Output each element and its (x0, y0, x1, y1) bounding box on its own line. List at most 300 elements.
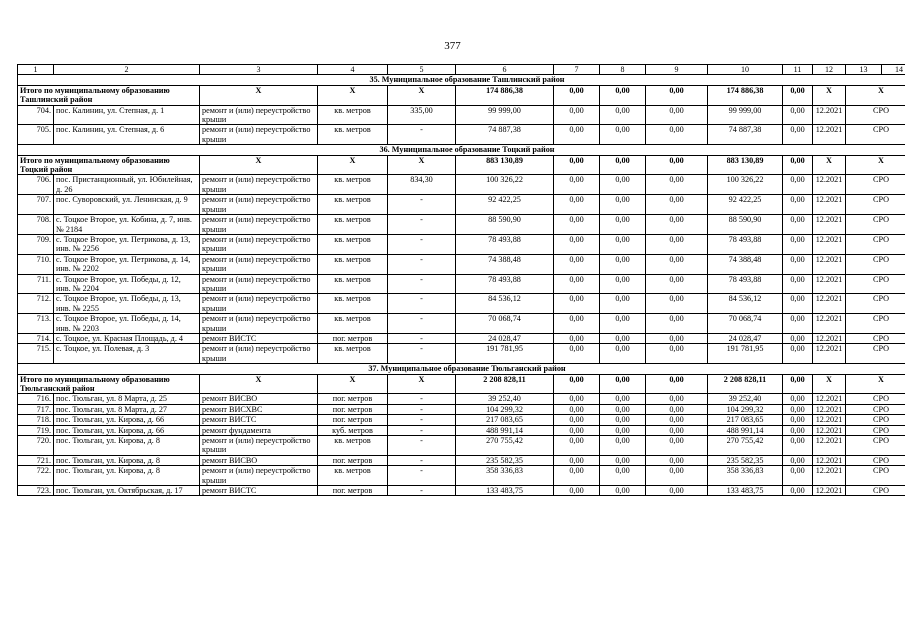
date-cell: 12.2021 (813, 105, 846, 125)
date-cell: 12.2021 (813, 274, 846, 294)
table-row (18, 314, 905, 334)
work-type-cell: ремонт ВИСТС (200, 415, 318, 425)
value-cell: 0,00 (600, 105, 646, 125)
date-cell: 12.2021 (813, 125, 846, 145)
value-cell: 0,00 (783, 394, 813, 404)
row-number: 719. (18, 425, 54, 435)
total-cell: X (388, 155, 456, 175)
row-number: 704. (18, 105, 54, 125)
source-cell: СРО (846, 344, 905, 364)
address-cell: пос. Тюльган, ул. Кирова, д. 8 (54, 466, 200, 486)
total-cell: X (846, 374, 905, 394)
volume-cell: - (388, 254, 456, 274)
work-type-cell: ремонт и (или) переустройство крыши (200, 466, 318, 486)
value-cell: 0,00 (554, 455, 600, 465)
table-row (18, 436, 905, 456)
value-cell: 0,00 (554, 415, 600, 425)
value-cell: 0,00 (646, 415, 708, 425)
column-number-cell: 9 (646, 65, 708, 75)
volume-cell: - (388, 314, 456, 334)
value-cell: 0,00 (783, 105, 813, 125)
source-cell: СРО (846, 466, 905, 486)
total-cell: X (200, 85, 318, 105)
value-cell: 0,00 (600, 404, 646, 414)
column-number-cell: 13 (846, 65, 882, 75)
row-number: 713. (18, 314, 54, 334)
value-cell: 0,00 (646, 234, 708, 254)
cost-cell: 24 028,47 (456, 333, 554, 343)
column-number-cell: 14 (882, 65, 905, 75)
source-cell: СРО (846, 274, 905, 294)
value-cell: 0,00 (600, 425, 646, 435)
total-cell: X (813, 374, 846, 394)
cost-cell: 39 252,40 (456, 394, 554, 404)
total-cell: 0,00 (554, 85, 600, 105)
column-number-cell: 2 (54, 65, 200, 75)
total-cell: 0,00 (646, 155, 708, 175)
cost-cell: 88 590,90 (456, 215, 554, 235)
total-cell: 0,00 (646, 85, 708, 105)
value-cell: 0,00 (646, 105, 708, 125)
work-type-cell: ремонт и (или) переустройство крыши (200, 254, 318, 274)
value-cell: 0,00 (783, 294, 813, 314)
value-cell: 0,00 (554, 314, 600, 334)
unit-cell: пог. метров (318, 333, 388, 343)
row-number: 709. (18, 234, 54, 254)
volume-cell: - (388, 234, 456, 254)
date-cell: 12.2021 (813, 486, 846, 496)
section-heading: 35. Муниципальное образование Ташлинский район (18, 75, 905, 85)
value-cell: 0,00 (783, 125, 813, 145)
address-cell: пос. Тюльган, ул. 8 Марта, д. 27 (54, 404, 200, 414)
date-cell: 12.2021 (813, 314, 846, 334)
total-cost-cell: 39 252,40 (708, 394, 783, 404)
value-cell: 0,00 (554, 425, 600, 435)
total-cost-cell: 74 388,48 (708, 254, 783, 274)
value-cell: 0,00 (554, 125, 600, 145)
total-cost-cell: 217 083,65 (708, 415, 783, 425)
value-cell: 0,00 (554, 466, 600, 486)
total-amount: 883 130,89 (456, 155, 554, 175)
total-cost-cell: 92 422,25 (708, 195, 783, 215)
total-row (18, 85, 905, 105)
date-cell: 12.2021 (813, 415, 846, 425)
column-number-cell: 1 (18, 65, 54, 75)
total-cell: X (813, 155, 846, 175)
value-cell: 0,00 (783, 215, 813, 235)
date-cell: 12.2021 (813, 294, 846, 314)
work-type-cell: ремонт и (или) переустройство крыши (200, 125, 318, 145)
value-cell: 0,00 (554, 254, 600, 274)
section-heading: 36. Муниципальное образование Тоцкий район (18, 145, 905, 155)
value-cell: 0,00 (783, 466, 813, 486)
work-type-cell: ремонт и (или) переустройство крыши (200, 274, 318, 294)
value-cell: 0,00 (783, 486, 813, 496)
work-type-cell: ремонт и (или) переустройство крыши (200, 175, 318, 195)
table-row (18, 234, 905, 254)
source-cell: СРО (846, 455, 905, 465)
address-cell: пос. Калинин, ул. Степная, д. 6 (54, 125, 200, 145)
address-cell: пос. Пристанционный, ул. Юбилейная, д. 26 (54, 175, 200, 195)
value-cell: 0,00 (600, 125, 646, 145)
value-cell: 0,00 (646, 466, 708, 486)
value-cell: 0,00 (646, 436, 708, 456)
value-cell: 0,00 (783, 274, 813, 294)
cost-cell: 235 582,35 (456, 455, 554, 465)
row-number: 723. (18, 486, 54, 496)
total-cost-cell: 74 887,38 (708, 125, 783, 145)
cost-cell: 78 493,88 (456, 234, 554, 254)
total-cell: 0,00 (600, 155, 646, 175)
cost-cell: 78 493,88 (456, 274, 554, 294)
total-label: Итого по муниципальному образованию Тюльганский район (18, 374, 200, 394)
row-number: 721. (18, 455, 54, 465)
value-cell: 0,00 (646, 455, 708, 465)
value-cell: 0,00 (646, 314, 708, 334)
cost-cell: 104 299,32 (456, 404, 554, 414)
row-number: 720. (18, 436, 54, 456)
value-cell: 0,00 (646, 294, 708, 314)
column-number-cell: 7 (554, 65, 600, 75)
date-cell: 12.2021 (813, 425, 846, 435)
total-label: Итого по муниципальному образованию Тоцкий район (18, 155, 200, 175)
value-cell: 0,00 (600, 415, 646, 425)
source-cell: СРО (846, 234, 905, 254)
address-cell: пос. Тюльган, ул. 8 Марта, д. 25 (54, 394, 200, 404)
cost-cell: 100 326,22 (456, 175, 554, 195)
column-number-cell: 11 (783, 65, 813, 75)
total-cell: 0,00 (554, 155, 600, 175)
row-number: 716. (18, 394, 54, 404)
cost-cell: 217 083,65 (456, 415, 554, 425)
value-cell: 0,00 (554, 486, 600, 496)
total-label: Итого по муниципальному образованию Ташлинский район (18, 85, 200, 105)
total-cost-cell: 488 991,14 (708, 425, 783, 435)
value-cell: 0,00 (646, 404, 708, 414)
cost-cell: 74 388,48 (456, 254, 554, 274)
date-cell: 12.2021 (813, 466, 846, 486)
total-amount: 174 886,38 (708, 85, 783, 105)
unit-cell: кв. метров (318, 175, 388, 195)
address-cell: пос. Тюльган, ул. Кирова, д. 8 (54, 436, 200, 456)
volume-cell: - (388, 425, 456, 435)
date-cell: 12.2021 (813, 436, 846, 456)
date-cell: 12.2021 (813, 394, 846, 404)
column-number-cell: 4 (318, 65, 388, 75)
value-cell: 0,00 (600, 314, 646, 334)
unit-cell: кв. метров (318, 125, 388, 145)
total-cell: 0,00 (783, 155, 813, 175)
total-amount: 883 130,89 (708, 155, 783, 175)
section-heading: 37. Муниципальное образование Тюльганский район (18, 364, 905, 374)
column-number-cell: 10 (708, 65, 783, 75)
work-type-cell: ремонт и (или) переустройство крыши (200, 215, 318, 235)
value-cell: 0,00 (600, 215, 646, 235)
work-type-cell: ремонт и (или) переустройство крыши (200, 294, 318, 314)
table-row (18, 455, 905, 465)
source-cell: СРО (846, 415, 905, 425)
value-cell: 0,00 (554, 404, 600, 414)
cost-cell: 92 422,25 (456, 195, 554, 215)
value-cell: 0,00 (646, 215, 708, 235)
value-cell: 0,00 (646, 344, 708, 364)
unit-cell: куб. метров (318, 425, 388, 435)
source-cell: СРО (846, 254, 905, 274)
row-number: 722. (18, 466, 54, 486)
total-row (18, 374, 905, 394)
value-cell: 0,00 (600, 344, 646, 364)
value-cell: 0,00 (600, 486, 646, 496)
row-number: 712. (18, 294, 54, 314)
address-cell: с. Тоцкое Второе, ул. Петрикова, д. 14, инв. № 2202 (54, 254, 200, 274)
work-type-cell: ремонт ВИСТС (200, 333, 318, 343)
total-cell: X (318, 155, 388, 175)
work-type-cell: ремонт фундамента (200, 425, 318, 435)
unit-cell: кв. метров (318, 105, 388, 125)
volume-cell: - (388, 125, 456, 145)
table-row (18, 215, 905, 235)
total-cost-cell: 133 483,75 (708, 486, 783, 496)
source-cell: СРО (846, 294, 905, 314)
source-cell: СРО (846, 195, 905, 215)
value-cell: 0,00 (646, 486, 708, 496)
total-cost-cell: 100 326,22 (708, 175, 783, 195)
value-cell: 0,00 (783, 333, 813, 343)
total-cell: X (200, 155, 318, 175)
total-cost-cell: 78 493,88 (708, 234, 783, 254)
column-number-cell: 8 (600, 65, 646, 75)
unit-cell: кв. метров (318, 195, 388, 215)
column-number-cell: 12 (813, 65, 846, 75)
address-cell: с. Тоцкое Второе, ул. Петрикова, д. 13, инв. № 2256 (54, 234, 200, 254)
work-type-cell: ремонт и (или) переустройство крыши (200, 436, 318, 456)
total-cost-cell: 84 536,12 (708, 294, 783, 314)
source-cell: СРО (846, 333, 905, 343)
volume-cell: - (388, 415, 456, 425)
source-cell: СРО (846, 394, 905, 404)
row-number: 706. (18, 175, 54, 195)
unit-cell: пог. метров (318, 394, 388, 404)
volume-cell: - (388, 394, 456, 404)
value-cell: 0,00 (646, 425, 708, 435)
total-cell: 0,00 (554, 374, 600, 394)
source-cell: СРО (846, 486, 905, 496)
address-cell: с. Тоцкое Второе, ул. Победы, д. 13, инв. № 2255 (54, 294, 200, 314)
volume-cell: - (388, 274, 456, 294)
column-number-row (18, 65, 905, 75)
work-type-cell: ремонт и (или) переустройство крыши (200, 105, 318, 125)
value-cell: 0,00 (600, 455, 646, 465)
table-row (18, 195, 905, 215)
value-cell: 0,00 (646, 394, 708, 404)
value-cell: 0,00 (600, 333, 646, 343)
table-row (18, 415, 905, 425)
unit-cell: кв. метров (318, 344, 388, 364)
value-cell: 0,00 (600, 195, 646, 215)
value-cell: 0,00 (783, 195, 813, 215)
address-cell: пос. Суворовский, ул. Ленинская, д. 9 (54, 195, 200, 215)
cost-cell: 84 536,12 (456, 294, 554, 314)
total-cell: X (388, 374, 456, 394)
table-row (18, 274, 905, 294)
cost-cell: 488 991,14 (456, 425, 554, 435)
total-cell: 0,00 (783, 85, 813, 105)
value-cell: 0,00 (783, 254, 813, 274)
table-row (18, 486, 905, 496)
volume-cell: - (388, 195, 456, 215)
address-cell: пос. Калинин, ул. Степная, д. 1 (54, 105, 200, 125)
work-type-cell: ремонт и (или) переустройство крыши (200, 195, 318, 215)
volume-cell: 335,00 (388, 105, 456, 125)
volume-cell: - (388, 294, 456, 314)
value-cell: 0,00 (600, 234, 646, 254)
source-cell: СРО (846, 215, 905, 235)
address-cell: пос. Тюльган, ул. Кирова, д. 66 (54, 415, 200, 425)
value-cell: 0,00 (600, 436, 646, 456)
cost-cell: 191 781,95 (456, 344, 554, 364)
total-cost-cell: 270 755,42 (708, 436, 783, 456)
value-cell: 0,00 (783, 436, 813, 456)
date-cell: 12.2021 (813, 333, 846, 343)
value-cell: 0,00 (646, 195, 708, 215)
value-cell: 0,00 (554, 294, 600, 314)
value-cell: 0,00 (554, 234, 600, 254)
volume-cell: - (388, 404, 456, 414)
table-row (18, 175, 905, 195)
source-cell: СРО (846, 125, 905, 145)
value-cell: 0,00 (783, 404, 813, 414)
total-cost-cell: 235 582,35 (708, 455, 783, 465)
address-cell: пос. Тюльган, ул. Кирова, д. 8 (54, 455, 200, 465)
value-cell: 0,00 (783, 314, 813, 334)
value-cell: 0,00 (554, 344, 600, 364)
source-cell: СРО (846, 436, 905, 456)
value-cell: 0,00 (646, 333, 708, 343)
cost-cell: 270 755,42 (456, 436, 554, 456)
table-row (18, 466, 905, 486)
page-number: 377 (444, 40, 461, 52)
table-row (18, 333, 905, 343)
cost-cell: 70 068,74 (456, 314, 554, 334)
address-cell: с. Тоцкое Второе, ул. Победы, д. 14, инв. № 2203 (54, 314, 200, 334)
total-cost-cell: 88 590,90 (708, 215, 783, 235)
total-cell: X (813, 85, 846, 105)
unit-cell: кв. метров (318, 466, 388, 486)
table-row (18, 294, 905, 314)
table-row (18, 404, 905, 414)
cost-cell: 99 999,00 (456, 105, 554, 125)
volume-cell: - (388, 455, 456, 465)
total-cell: 0,00 (600, 374, 646, 394)
cost-cell: 133 483,75 (456, 486, 554, 496)
value-cell: 0,00 (554, 195, 600, 215)
date-cell: 12.2021 (813, 404, 846, 414)
work-type-cell: ремонт ВИСВО (200, 455, 318, 465)
table-row (18, 425, 905, 435)
unit-cell: кв. метров (318, 274, 388, 294)
total-cell: X (846, 85, 905, 105)
row-number: 705. (18, 125, 54, 145)
value-cell: 0,00 (646, 125, 708, 145)
column-number-cell: 5 (388, 65, 456, 75)
value-cell: 0,00 (554, 333, 600, 343)
date-cell: 12.2021 (813, 234, 846, 254)
source-cell: СРО (846, 105, 905, 125)
source-cell: СРО (846, 175, 905, 195)
total-cell: X (318, 85, 388, 105)
date-cell: 12.2021 (813, 175, 846, 195)
work-type-cell: ремонт ВИСВО (200, 394, 318, 404)
source-cell: СРО (846, 425, 905, 435)
date-cell: 12.2021 (813, 344, 846, 364)
total-cost-cell: 104 299,32 (708, 404, 783, 414)
value-cell: 0,00 (783, 344, 813, 364)
cost-cell: 74 887,38 (456, 125, 554, 145)
total-cost-cell: 70 068,74 (708, 314, 783, 334)
row-number: 717. (18, 404, 54, 414)
value-cell: 0,00 (646, 274, 708, 294)
work-type-cell: ремонт и (или) переустройство крыши (200, 344, 318, 364)
unit-cell: кв. метров (318, 436, 388, 456)
source-cell: СРО (846, 314, 905, 334)
table-row (18, 125, 905, 145)
total-amount: 2 208 828,11 (456, 374, 554, 394)
total-cell: X (318, 374, 388, 394)
value-cell: 0,00 (554, 436, 600, 456)
table-row (18, 344, 905, 364)
row-number: 714. (18, 333, 54, 343)
total-cost-cell: 99 999,00 (708, 105, 783, 125)
total-cell: 0,00 (600, 85, 646, 105)
work-type-cell: ремонт и (или) переустройство крыши (200, 234, 318, 254)
value-cell: 0,00 (646, 254, 708, 274)
column-number-cell: 6 (456, 65, 554, 75)
table-row (18, 394, 905, 404)
row-number: 707. (18, 195, 54, 215)
value-cell: 0,00 (600, 466, 646, 486)
date-cell: 12.2021 (813, 455, 846, 465)
volume-cell: - (388, 215, 456, 235)
value-cell: 0,00 (600, 294, 646, 314)
work-type-cell: ремонт ВИСТС (200, 486, 318, 496)
value-cell: 0,00 (783, 234, 813, 254)
total-cost-cell: 24 028,47 (708, 333, 783, 343)
value-cell: 0,00 (600, 175, 646, 195)
total-row (18, 155, 905, 175)
row-number: 715. (18, 344, 54, 364)
address-cell: с. Тоцкое, ул. Полевая, д. 3 (54, 344, 200, 364)
value-cell: 0,00 (554, 394, 600, 404)
value-cell: 0,00 (783, 175, 813, 195)
value-cell: 0,00 (600, 394, 646, 404)
value-cell: 0,00 (783, 415, 813, 425)
value-cell: 0,00 (554, 215, 600, 235)
section-heading-row (18, 75, 905, 85)
column-number-cell: 3 (200, 65, 318, 75)
value-cell: 0,00 (554, 274, 600, 294)
source-cell: СРО (846, 404, 905, 414)
unit-cell: пог. метров (318, 404, 388, 414)
date-cell: 12.2021 (813, 195, 846, 215)
value-cell: 0,00 (600, 274, 646, 294)
unit-cell: пог. метров (318, 415, 388, 425)
cost-cell: 358 336,83 (456, 466, 554, 486)
section-heading-row (18, 364, 905, 374)
volume-cell: - (388, 436, 456, 456)
row-number: 708. (18, 215, 54, 235)
row-number: 711. (18, 274, 54, 294)
table-row (18, 105, 905, 125)
